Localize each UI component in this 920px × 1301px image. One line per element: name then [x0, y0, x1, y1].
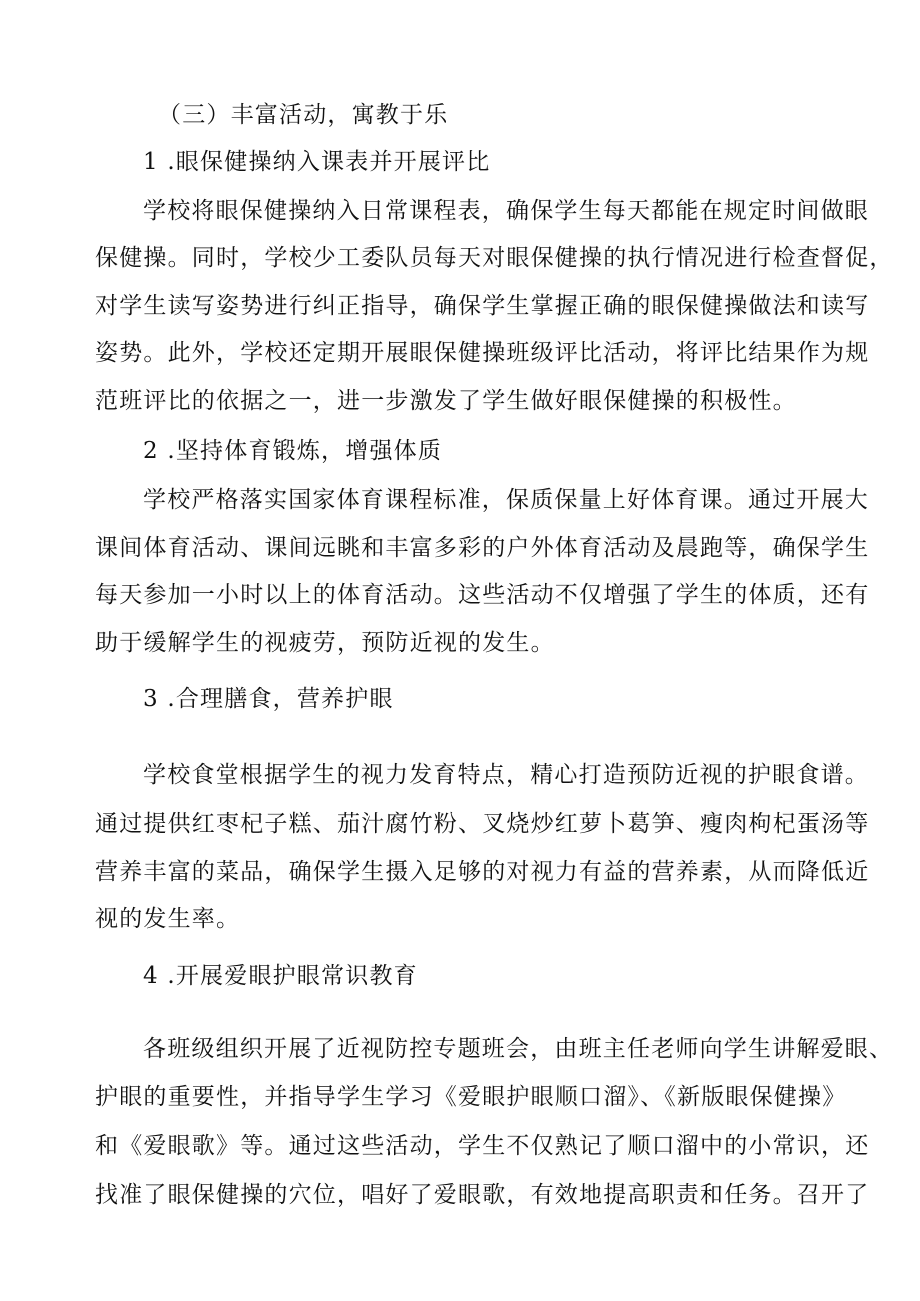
item-heading-4: 4 .开展爱眼护眼常识教育	[143, 963, 418, 989]
paragraph-line: 课间体育活动、课间远眺和丰富多彩的户外体育活动及晨跑等，确保学生	[95, 535, 870, 561]
item-heading-1: 1 .眼保健操纳入课表并开展评比	[143, 149, 491, 175]
paragraph-line: 视的发生率。	[95, 906, 241, 932]
paragraph-line: 姿势。此外，学校还定期开展眼保健操班级评比活动，将评比结果作为规	[95, 340, 870, 366]
paragraph-line: 范班评比的依据之一，进一步激发了学生做好眼保健操的积极性。	[95, 388, 797, 414]
paragraph-line: 营养丰富的菜品，确保学生摄入足够的对视力有益的营养素，从而降低近	[95, 859, 870, 885]
item-heading-2: 2 .坚持体育锻炼，增强体质	[143, 438, 443, 464]
paragraph-line: 和《爱眼歌》等。通过这些活动，学生不仅熟记了顺口溜中的小常识，还	[95, 1133, 870, 1159]
paragraph-line: 学校食堂根据学生的视力发育特点，精心打造预防近视的护眼食谱。	[143, 762, 869, 788]
paragraph-line: 对学生读写姿势进行纠正指导，确保学生掌握正确的眼保健操做法和读写	[95, 293, 870, 319]
paragraph-line: 找准了眼保健操的穴位，唱好了爱眼歌，有效地提高职责和任务。召开了	[95, 1182, 870, 1208]
paragraph-line: 各班级组织开展了近视防控专题班会，由班主任老师向学生讲解爱眼、	[143, 1036, 894, 1062]
item-heading-3: 3 .合理膳食，营养护眼	[143, 686, 394, 712]
paragraph-line: 护眼的重要性，并指导学生学习《爱眼护眼顺口溜》、《新版眼保健操》	[95, 1084, 847, 1110]
paragraph-line: 学校将眼保健操纳入日常课程表，确保学生每天都能在规定时间做眼	[143, 198, 869, 224]
paragraph-line: 保健操。同时，学校少工委队员每天对眼保健操的执行情况进行检查督促，	[95, 245, 894, 271]
paragraph-line: 通过提供红枣杞子糕、茄汁腐竹粉、叉烧炒红萝卜葛笋、瘦肉枸杞蛋汤等	[95, 811, 870, 837]
section-heading: （三）丰富活动，寓教于乐	[158, 102, 449, 128]
paragraph-line: 每天参加一小时以上的体育活动。这些活动不仅增强了学生的体质，还有	[95, 582, 870, 608]
paragraph-line: 学校严格落实国家体育课程标准，保质保量上好体育课。通过开展大	[143, 487, 869, 513]
paragraph-line: 助于缓解学生的视疲劳，预防近视的发生。	[95, 630, 555, 656]
